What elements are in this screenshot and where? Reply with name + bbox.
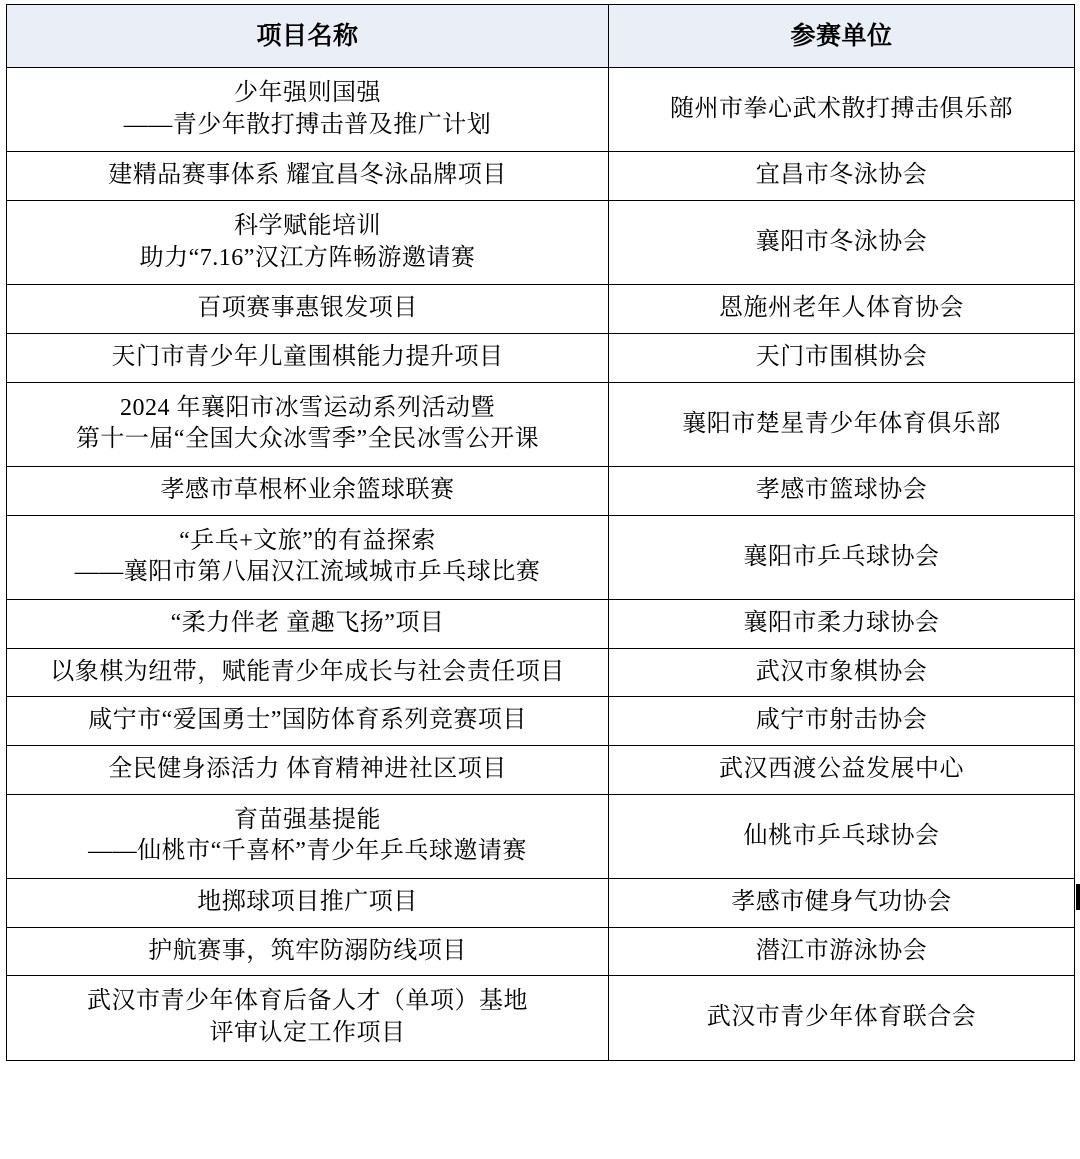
cell-project-name [7,648,609,697]
table-body [7,68,1075,1061]
project-name-line: ——仙桃市“千喜杯”青少年乒乓球邀请赛 [88,838,527,865]
table-row [7,648,1075,697]
cell-project-name [7,879,609,928]
cell-participating-unit: 孝感市篮球协会 [609,467,1075,516]
column-header-project-name: 项目名称 [7,5,609,68]
table-row [7,746,1075,795]
column-header-participating-unit: 参赛单位 [609,5,1075,68]
cell-participating-unit: 襄阳市冬泳协会 [609,201,1075,285]
cell-participating-unit: 襄阳市柔力球协会 [609,600,1075,649]
project-name-line: ——青少年散打搏击普及推广计划 [123,111,492,138]
cell-project-name [7,68,609,152]
project-name-line: “柔力伴老 童趣飞扬”项目 [170,610,445,637]
cell-participating-unit: 恩施州老年人体育协会 [609,285,1075,334]
project-name-line: 2024 年襄阳市冰雪运动系列活动暨 [120,394,495,421]
cell-participating-unit: 襄阳市楚星青少年体育俱乐部 [609,382,1075,466]
table-header [7,5,1075,68]
cell-project-name [7,382,609,466]
project-name-line: 育苗强基提能 [234,806,381,833]
cell-participating-unit: 孝感市健身气功协会 [609,879,1075,928]
table-row [7,515,1075,599]
cell-participating-unit: 襄阳市乒乓球协会 [609,515,1075,599]
table-row [7,600,1075,649]
project-name-line: 科学赋能培训 [234,213,381,240]
cell-project-name [7,976,609,1060]
table-row [7,201,1075,285]
table-row [7,976,1075,1060]
project-name-line: 护航赛事，筑牢防溺防线项目 [148,937,467,964]
project-name-line: 武汉市青少年体育后备人才（单项）基地 [87,988,528,1015]
cell-project-name [7,794,609,878]
cell-participating-unit: 宜昌市冬泳协会 [609,152,1075,201]
project-name-line: 咸宁市“爱国勇士”国防体育系列竞赛项目 [88,707,527,734]
cell-participating-unit: 仙桃市乒乓球协会 [609,794,1075,878]
table-row [7,334,1075,383]
project-name-line: 以象棋为纽带，赋能青少年成长与社会责任项目 [50,658,565,685]
cell-project-name [7,515,609,599]
table-header-row [7,5,1075,68]
table-row [7,697,1075,746]
cell-project-name [7,467,609,516]
table-row [7,927,1075,976]
cell-participating-unit: 天门市围棋协会 [609,334,1075,383]
table-row [7,794,1075,878]
project-name-line: 地掷球项目推广项目 [197,889,418,916]
project-name-line: 少年强则国强 [234,80,381,106]
cell-project-name [7,746,609,795]
project-name-line: 建精品赛事体系 耀宜昌冬泳品牌项目 [108,162,507,189]
table-row [7,382,1075,466]
table-row [7,467,1075,516]
table-row [7,285,1075,334]
project-name-line: 孝感市草根杯业余篮球联赛 [160,477,455,504]
cell-project-name [7,600,609,649]
cell-project-name [7,285,609,334]
project-table [6,4,1075,1061]
project-name-line: 评审认定工作项目 [209,1020,406,1047]
cell-participating-unit: 随州市拳心武术散打搏击俱乐部 [609,68,1075,152]
cell-project-name [7,697,609,746]
project-name-line: 全民健身添活力 体育精神进社区项目 [108,756,507,783]
project-name-line: 第十一届“全国大众冰雪季”全民冰雪公开课 [75,426,540,453]
project-name-line: 助力“7.16”汉江方阵畅游邀请赛 [139,244,476,271]
cell-project-name [7,334,609,383]
cell-project-name [7,152,609,201]
table-row [7,68,1075,152]
cell-participating-unit: 咸宁市射击协会 [609,697,1075,746]
project-name-line: ——襄阳市第八届汉江流域城市乒乓球比赛 [74,559,541,586]
cell-participating-unit: 武汉西渡公益发展中心 [609,746,1075,795]
table-row [7,152,1075,201]
table-row [7,879,1075,928]
cell-participating-unit: 武汉市象棋协会 [609,648,1075,697]
cell-participating-unit: 武汉市青少年体育联合会 [609,976,1075,1060]
cell-project-name [7,201,609,285]
cell-participating-unit: 潜江市游泳协会 [609,927,1075,976]
project-name-line: 百项赛事惠银发项目 [197,295,418,322]
project-name-line: 天门市青少年儿童围棋能力提升项目 [111,344,504,371]
project-name-line: “乒乓+文旅”的有益探索 [179,527,436,554]
page-edge-mark [1076,884,1080,910]
cell-project-name [7,927,609,976]
